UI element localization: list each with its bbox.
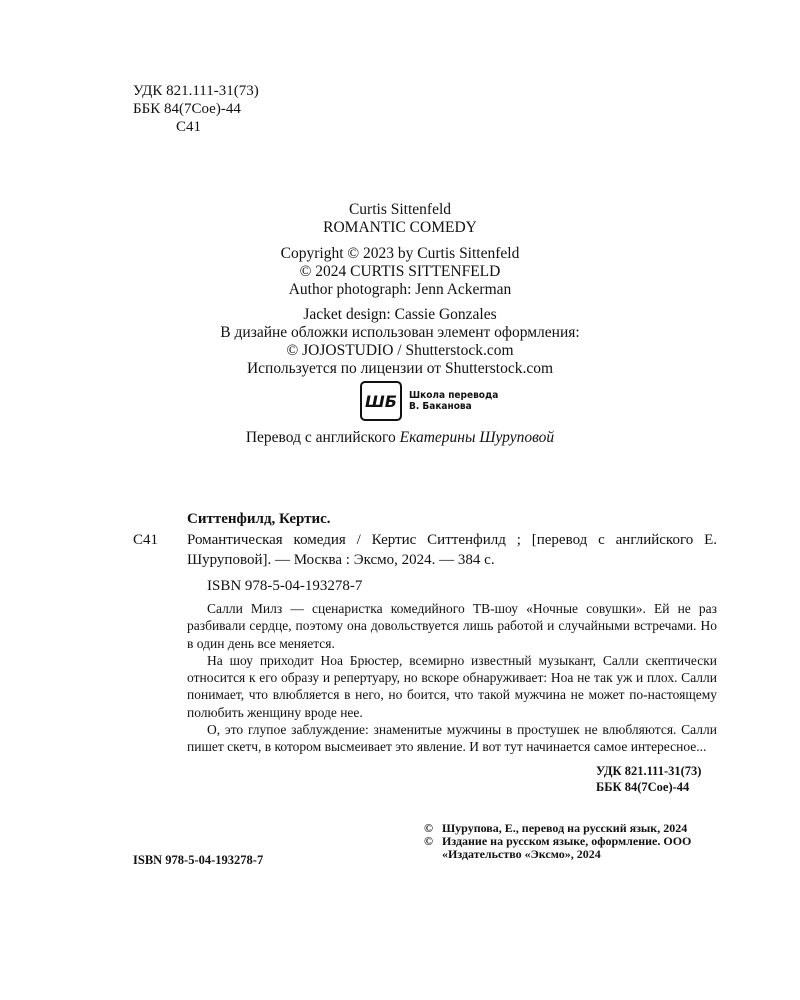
translator-prefix: Перевод с английского [245, 429, 400, 446]
license-note: Используется по лицензии от Shutterstock.com [246, 360, 554, 377]
copyright-edition-text: Издание на русском языке, оформление. ООО «Издательство «Эксмо», 2024 [442, 834, 692, 861]
annotation [187, 600, 717, 756]
original-title: ROMANTIC COMEDY [323, 219, 477, 236]
record-code: С41 [133, 532, 159, 548]
annotation-paragraph: О, это глупое заблуждение: знаменитые мужчины в простушек не влюбляются. Салли пишет скетч, в котором высмеивает это явление. И вот тут начинается самое интересное... [187, 722, 717, 755]
translator-credit [0, 429, 800, 447]
stock-credit: © JOJOSTUDIO / Shutterstock.com [286, 342, 514, 359]
jacket-design-credit: Jacket design: Cassie Gonzales [303, 306, 497, 323]
copyright-symbol: © [424, 834, 433, 848]
annotation-paragraph: На шоу приходит Ноа Брюстер, всемирно известный музыкант, Салли скептически относится к его образу и репертуару, но вскоре обнаруживает: Ноа не так уж и плох. Салли понимает, что влюбляется в него, но боится, что такой мужчина не может по-настоящему полюбить женщину вроде нее. [187, 652, 717, 720]
cover-element-note: В дизайне обложки использован элемент оформления: [220, 324, 580, 341]
logo-line-1: Школа перевода [409, 390, 499, 401]
copyright-line-2: © 2024 CURTIS SITTENFELD [299, 263, 501, 280]
bbk-code: ББК 84(7Сое)-44 [133, 101, 241, 117]
udk-code: УДК 821.111-31(73) [133, 83, 259, 99]
footer-udk: УДК 821.111-31(73) [596, 764, 702, 778]
footer-isbn: ISBN 978-5-04-193278-7 [133, 853, 264, 867]
record-author-heading: Ситтенфилд, Кертис. [187, 511, 331, 527]
bibliographic-description: Романтическая комедия / Кертис Ситтенфилд ; [перевод с английского Е. Шуруповой]. — Москва : Эксмо, 2024. — 384 с. [187, 532, 717, 568]
author-sign: С41 [176, 119, 202, 135]
copyright-line-1: Copyright © 2023 by Curtis Sittenfeld [280, 245, 520, 262]
original-author: Curtis Sittenfeld [348, 201, 452, 218]
footer-bbk: ББК 84(7Сое)-44 [596, 780, 690, 794]
author-photo-credit: Author photograph: Jenn Ackerman [288, 281, 512, 298]
logo-line-2: В. Баканова [409, 401, 472, 412]
footer-classification [596, 763, 701, 795]
copyright-translation-text: Шурупова, Е., перевод на русский язык, 2024 [442, 821, 688, 835]
translation-school-name [409, 390, 498, 412]
classification-block [133, 82, 259, 136]
logo-mark: ШБ [365, 391, 397, 411]
annotation-paragraph: Салли Милз — сценаристка комедийного ТВ-шоу «Ночные совушки». Ей не раз разбивали сердце, поэтому она довольствуется лишь работой и случайными встречами. Но в один день все меняется. [187, 601, 717, 651]
record-isbn: ISBN 978-5-04-193278-7 [207, 578, 363, 594]
copyright-edition [424, 835, 720, 861]
translation-school-logo [360, 381, 402, 421]
copyright-notices [424, 822, 720, 861]
copyright-symbol: © [424, 821, 433, 835]
translator-name: Екатерины Шуруповой [399, 429, 555, 446]
